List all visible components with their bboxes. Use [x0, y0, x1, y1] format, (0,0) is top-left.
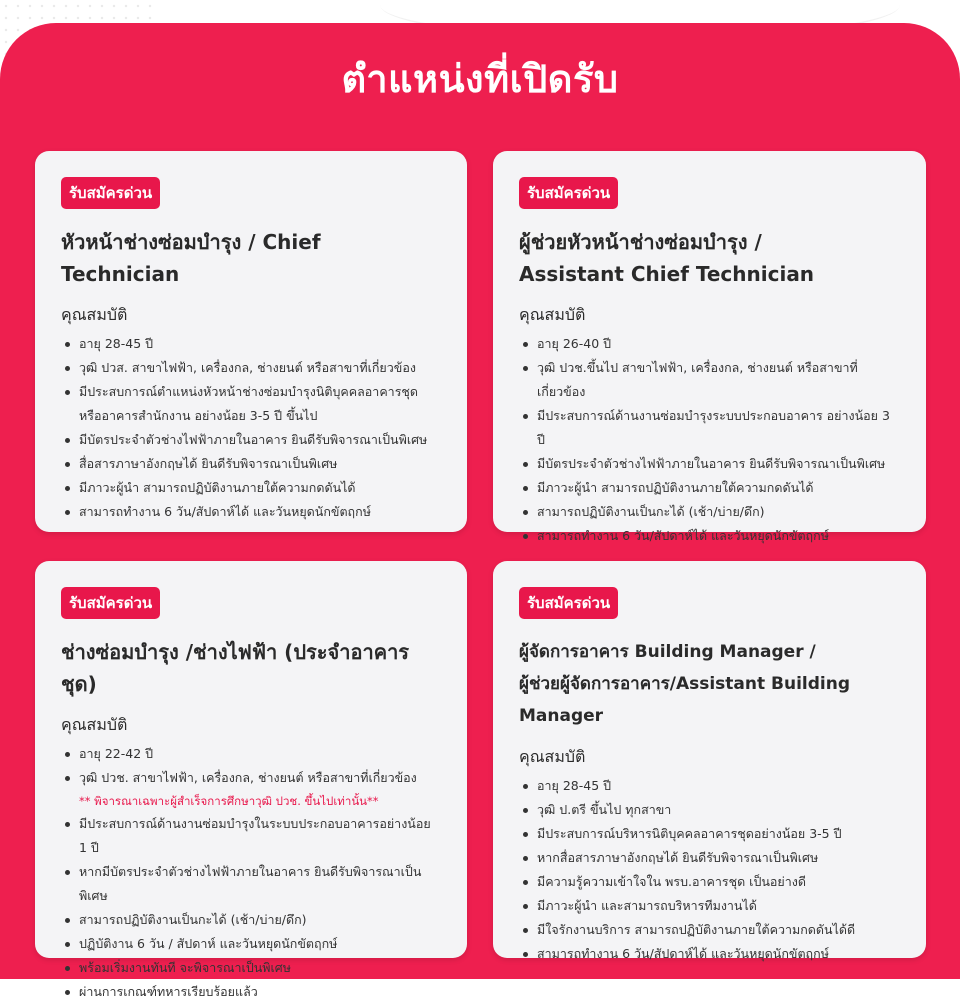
- job-title-line: หัวหน้าช่างซ่อมบำรุง / Chief Technician: [61, 230, 321, 286]
- job-card-maintenance-electrician: [35, 561, 467, 999]
- job-title: [519, 636, 900, 732]
- job-title-line: ผู้ช่วยหัวหน้าช่างซ่อมบำรุง /: [519, 230, 762, 254]
- requirement-item: พร้อมเริ่มงานทันที จะพิจารณาเป็นพิเศษ: [61, 956, 441, 980]
- job-title: [519, 226, 900, 290]
- urgent-badge: รับสมัครด่วน: [61, 587, 160, 619]
- page-title: ตำแหน่งที่เปิดรับ: [341, 57, 619, 101]
- requirement-item: มีประสบการณ์ด้านงานซ่อมบำรุงในระบบประกอบอาคารอย่างน้อย 1 ปี: [61, 812, 441, 860]
- requirement-item: วุฒิ ป.ตรี ขึ้นไป ทุกสาขา: [519, 798, 900, 822]
- requirements-list: [61, 742, 441, 1004]
- requirement-item: อายุ 28-45 ปี: [61, 332, 441, 356]
- qualifications-heading: คุณสมบัติ: [61, 305, 128, 324]
- qualifications-heading: คุณสมบัติ: [519, 747, 586, 766]
- requirement-item: อายุ 28-45 ปี: [519, 774, 900, 798]
- requirement-item: มีบัตรประจำตัวช่างไฟฟ้าภายในอาคาร ยินดีรับพิจารณาเป็นพิเศษ: [519, 452, 900, 476]
- job-title: [61, 226, 441, 290]
- job-title-line: ผู้จัดการอาคาร Building Manager /: [519, 642, 816, 662]
- requirement-item: มีบัตรประจำตัวช่างไฟฟ้าภายในอาคาร ยินดีรับพิจารณาเป็นพิเศษ: [61, 428, 441, 452]
- requirement-item: หากมีบัตรประจำตัวช่างไฟฟ้าภายในอาคาร ยินดีรับพิจารณาเป็นพิเศษ: [61, 860, 441, 908]
- requirement-item: มีภาวะผู้นำ สามารถปฏิบัติงานภายใต้ความกดดันได้: [519, 476, 900, 500]
- job-title: [61, 636, 441, 700]
- requirement-item: มีความรู้ความเข้าใจใน พรบ.อาคารชุด เป็นอย่างดี: [519, 870, 900, 894]
- requirement-item: สามารถทำงาน 6 วัน/สัปดาห์ได้ และวันหยุดนักขัตฤกษ์: [61, 500, 441, 524]
- requirement-item: สามารถทำงาน 6 วัน/สัปดาห์ได้ และวันหยุดนักขัตฤกษ์: [519, 942, 900, 966]
- urgent-badge: รับสมัครด่วน: [519, 587, 618, 619]
- urgent-badge: รับสมัครด่วน: [61, 177, 160, 209]
- requirement-item: สามารถทำงาน 6 วัน/สัปดาห์ได้ และวันหยุดนักขัตฤกษ์: [519, 524, 900, 548]
- requirement-item: มีใจรักงานบริการ สามารถปฏิบัติงานภายใต้ความกดดันได้ดี: [519, 918, 900, 942]
- requirement-item: มีประสบการณ์ด้านงานซ่อมบำรุงระบบประกอบอาคาร อย่างน้อย 3 ปี: [519, 404, 900, 452]
- urgent-badge: รับสมัครด่วน: [519, 177, 618, 209]
- requirement-item: วุฒิ ปวส. สาขาไฟฟ้า, เครื่องกล, ช่างยนต์ หรือสาขาที่เกี่ยวข้อง: [61, 356, 441, 380]
- job-card-chief-technician: [35, 151, 467, 532]
- job-title-line: Assistant Chief Technician: [519, 262, 815, 286]
- requirement-item: สามารถปฏิบัติงานเป็นกะได้ (เช้า/บ่าย/ดึก): [61, 908, 441, 932]
- requirements-list: [519, 332, 900, 548]
- qualifications-heading: คุณสมบัติ: [519, 305, 586, 324]
- qualifications-heading: คุณสมบัติ: [61, 715, 128, 734]
- requirements-list: [519, 774, 900, 966]
- job-card-building-manager: [493, 561, 926, 961]
- requirement-item: อายุ 26-40 ปี: [519, 332, 900, 356]
- requirement-item: สื่อสารภาษาอังกฤษได้ ยินดีรับพิจารณาเป็นพิเศษ: [61, 452, 441, 476]
- requirement-item: ปฏิบัติงาน 6 วัน / สัปดาห์ และวันหยุดนักขัตฤกษ์: [61, 932, 441, 956]
- requirement-item: วุฒิ ปวช.ขึ้นไป สาขาไฟฟ้า, เครื่องกล, ช่างยนต์ หรือสาขาที่เกี่ยวข้อง: [519, 356, 900, 404]
- requirement-item: มีประสบการณ์บริหารนิติบุคคลอาคารชุดอย่างน้อย 3-5 ปี: [519, 822, 900, 846]
- requirement-item: วุฒิ ปวช. สาขาไฟฟ้า, เครื่องกล, ช่างยนต์ หรือสาขาที่เกี่ยวข้อง: [61, 766, 441, 790]
- job-title-line: ช่างซ่อมบำรุง /ช่างไฟฟ้า (ประจำอาคารชุด): [61, 640, 410, 696]
- education-note: ** พิจารณาเฉพาะผู้สำเร็จการศึกษาวุฒิ ปวช. ขึ้นไปเท่านั้น**: [79, 794, 379, 808]
- requirement-item: หากสื่อสารภาษาอังกฤษได้ ยินดีรับพิจารณาเป็นพิเศษ: [519, 846, 900, 870]
- requirement-item: มีประสบการณ์ตำแหน่งหัวหน้าช่างซ่อมบำรุงนิติบุคคลอาคารชุด หรืออาคารสำนักงาน อย่างน้อย 3-5 ปี ขึ้นไป: [61, 380, 441, 428]
- requirement-item: มีภาวะผู้นำ และสามารถบริหารทีมงานได้: [519, 894, 900, 918]
- requirement-item: ผ่านการเกณฑ์ทหารเรียบร้อยแล้ว: [61, 980, 441, 1004]
- requirements-list: [61, 332, 441, 524]
- requirement-item: มีภาวะผู้นำ สามารถปฏิบัติงานภายใต้ความกดดันได้: [61, 476, 441, 500]
- job-title-line: ผู้ช่วยผู้จัดการอาคาร/Assistant Building Manager: [519, 674, 851, 726]
- job-card-assistant-chief-technician: [493, 151, 926, 543]
- requirement-item: สามารถปฏิบัติงานเป็นกะได้ (เช้า/บ่าย/ดึก): [519, 500, 900, 524]
- requirement-item: อายุ 22-42 ปี: [61, 742, 441, 766]
